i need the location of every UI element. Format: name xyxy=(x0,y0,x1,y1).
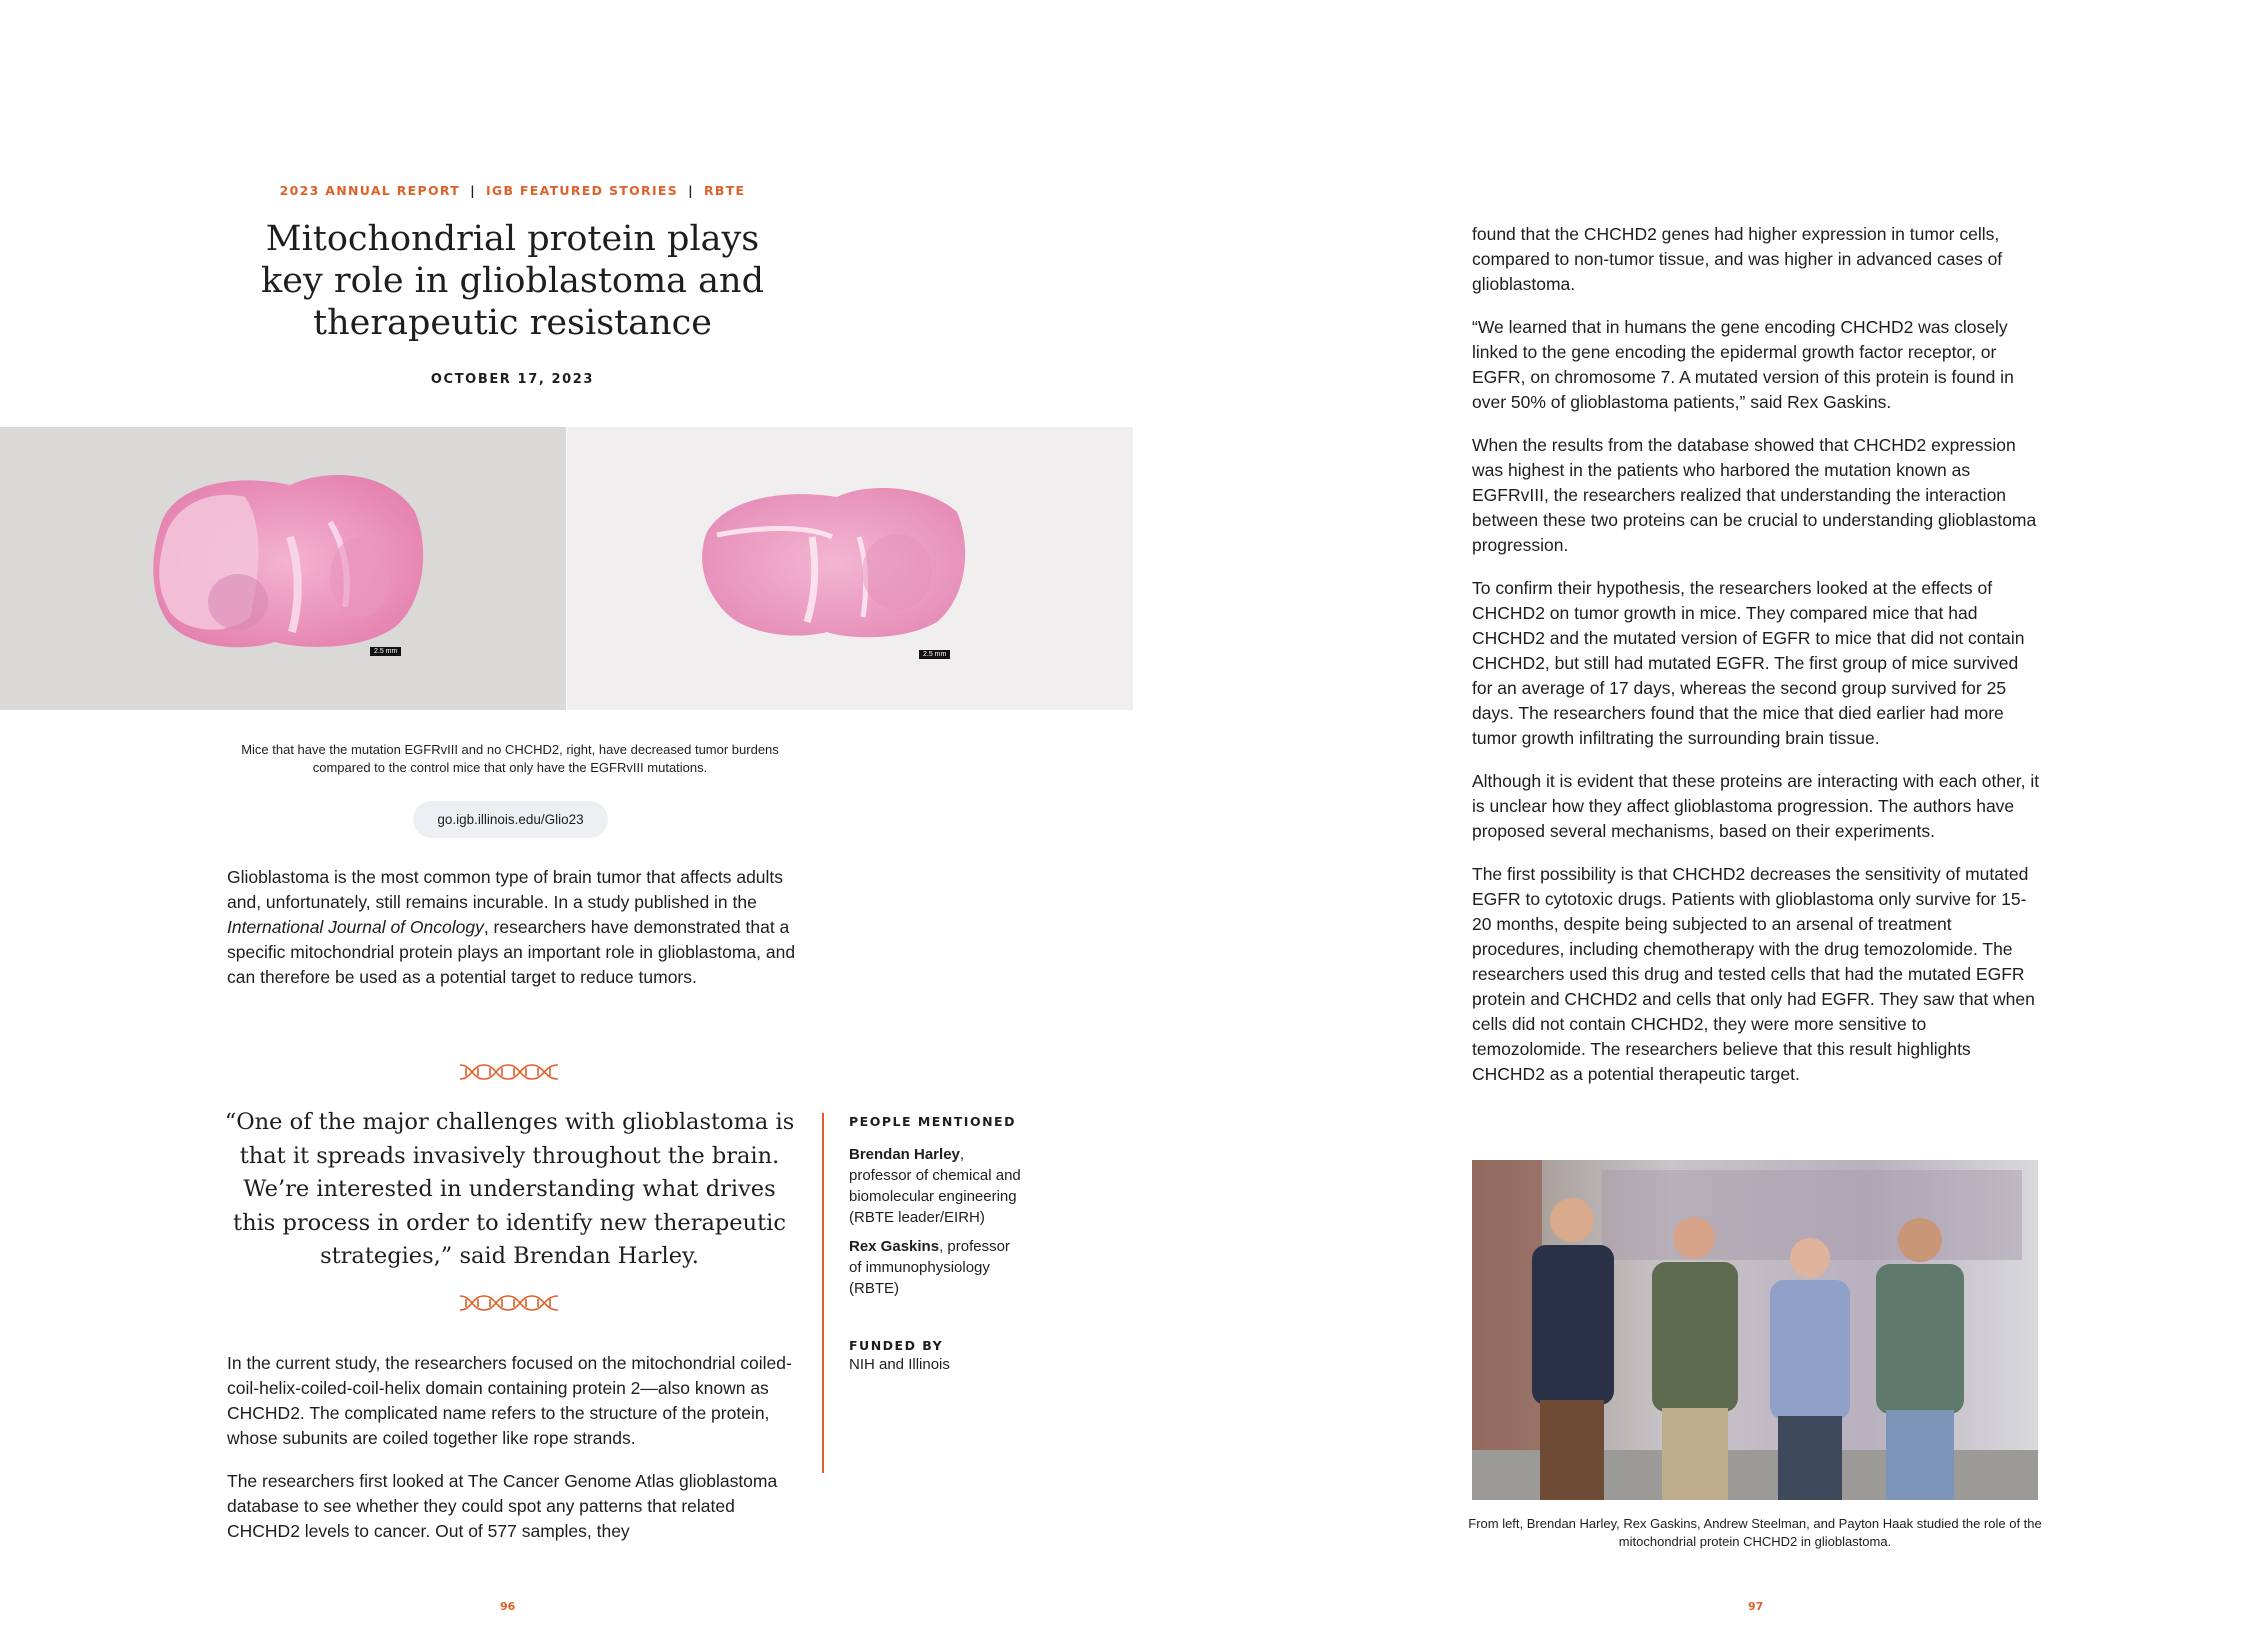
left-body-text xyxy=(227,1351,797,1562)
right-body-text xyxy=(1472,222,2042,1105)
scale-bar-right: 2.5 mm xyxy=(919,650,950,659)
body-paragraph: found that the CHCHD2 genes had higher expression in tumor cells, compared to non-tumor tissue, and was higher in advanced cases of glioblastoma. xyxy=(1472,224,2003,294)
funded-by-text: NIH and Illinois xyxy=(849,1356,950,1373)
body-paragraph: The first possibility is that CHCHD2 decreases the sensitivity of mutated EGFR to cytotoxic drugs. Patients with glioblastoma only survive for 15-20 months, despite being subjected to an arsenal of treatment procedures, including chemotherapy with the drug temozolomide. The researchers used this drug and tested cells that had the mutated EGFR protein and CHCHD2 and cells that only had EGFR. They saw that when cells did not contain CHCHD2, they were more sensitive to temozolomide. The researchers believe that this result highlights CHCHD2 as a potential therapeutic target. xyxy=(1472,864,2035,1084)
person-role: , professor of chemical and biomolecular engineering (RBTE leader/EIRH) xyxy=(849,1146,1021,1226)
body-paragraph: Although it is evident that these proteins are interacting with each other, it is unclear how they affect glioblastoma progression. The authors have proposed several mechanisms, based on their experiments. xyxy=(1472,771,2040,841)
article-date: OCTOBER 17, 2023 xyxy=(430,372,595,387)
intro-paragraph xyxy=(227,865,797,1008)
researchers-photo xyxy=(1472,1160,2038,1500)
intro-text-after: , researchers have demonstrated that a specific mitochondrial protein plays an important role in glioblastoma, and can therefore be used as a potential target to reduce tumors. xyxy=(227,917,796,987)
sidebar-people-funding xyxy=(822,1113,1024,1473)
scale-bar-left: 2.5 mm xyxy=(370,647,401,656)
body-paragraph: In the current study, the researchers focused on the mitochondrial coiled-coil-helix-coiled-coil-helix domain containing protein 2—also known as CHCHD2. The complicated name refers to the structure of the protein, whose subunits are coiled together like rope strands. xyxy=(227,1353,792,1448)
brain-image-control xyxy=(0,427,566,710)
person-entry xyxy=(849,1236,1024,1299)
page-number-right: 97 xyxy=(1748,1600,1764,1613)
pull-quote: “One of the major challenges with glioblastoma is that it spreads invasively throughout the brain. We’re interested in understanding what drives this process in order to identify new therapeutic strategies,” said Brendan Harley. xyxy=(224,1109,795,1269)
body-paragraph: The researchers first looked at The Cancer Genome Atlas glioblastoma database to see whether they could spot any patterns that related CHCHD2 levels to cancer. Out of 577 samples, they xyxy=(227,1471,778,1541)
person-role: , professor of immunophysiology (RBTE) xyxy=(849,1238,1010,1297)
journal-name: International Journal of Oncology xyxy=(227,917,484,937)
kicker-separator: | xyxy=(688,183,694,198)
body-paragraph: “We learned that in humans the gene encoding CHCHD2 was closely linked to the gene encoding the epidermal growth factor receptor, or EGFR, on chromosome 7. A mutated version of this protein is found in over 50% of glioblastoma patients,” said Rex Gaskins. xyxy=(1472,317,2014,412)
kicker-report: 2023 ANNUAL REPORT xyxy=(279,183,461,198)
brain-section-knockout-illustration xyxy=(567,427,1133,710)
brain-image-knockout xyxy=(567,427,1133,710)
photo-caption: From left, Brendan Harley, Rex Gaskins, Andrew Steelman, and Payton Haak studied the role of the mitochondrial protein CHCHD2 in glioblastoma. xyxy=(1468,1516,2042,1549)
people-mentioned-heading: PEOPLE MENTIONED xyxy=(849,1114,1016,1129)
kicker-section: IGB FEATURED STORIES xyxy=(485,183,679,198)
figure-caption: Mice that have the mutation EGFRvIII and no CHCHD2, right, have decreased tumor burdens compared to the control mice that only have the EGFRvIII mutations. xyxy=(241,742,779,775)
report-kicker xyxy=(0,183,1025,198)
body-paragraph: To confirm their hypothesis, the researchers looked at the effects of CHCHD2 on tumor growth in mice. They compared mice that had CHCHD2 and the mutated version of EGFR to mice that did not contain CHCHD2, but still had mutated EGFR. The first group of mice survived for an average of 17 days, whereas the second group survived for 25 days. The researchers found that the mice that died earlier had more tumor growth infiltrating the surrounding brain tissue. xyxy=(1472,578,2025,748)
kicker-separator: | xyxy=(470,183,476,198)
person-name: Rex Gaskins xyxy=(849,1238,940,1255)
intro-text-before: Glioblastoma is the most common type of brain tumor that affects adults and, unfortunately, still remains incurable. In a study published in the xyxy=(227,867,784,912)
researchers-group-illustration xyxy=(1472,1160,2038,1500)
funded-by-heading: FUNDED BY xyxy=(849,1338,944,1353)
dna-divider-icon xyxy=(458,1062,560,1082)
dna-divider-icon xyxy=(458,1293,560,1313)
body-paragraph: When the results from the database showed that CHCHD2 expression was highest in the patients who harbored the mutation known as EGFRvIII, the researchers realized that understanding the interaction between these two proteins can be crucial to understanding glioblastoma progression. xyxy=(1472,435,2037,555)
page-number-left: 96 xyxy=(500,1600,516,1613)
person-name: Brendan Harley xyxy=(849,1146,960,1163)
person-entry xyxy=(849,1144,1024,1228)
story-link-pill[interactable]: go.igb.illinois.edu/Glio23 xyxy=(413,801,608,838)
kicker-theme: RBTE xyxy=(703,183,746,198)
article-title: Mitochondrial protein plays key role in glioblastoma and therapeutic resistance xyxy=(261,219,764,343)
brain-section-control-illustration xyxy=(0,427,566,710)
